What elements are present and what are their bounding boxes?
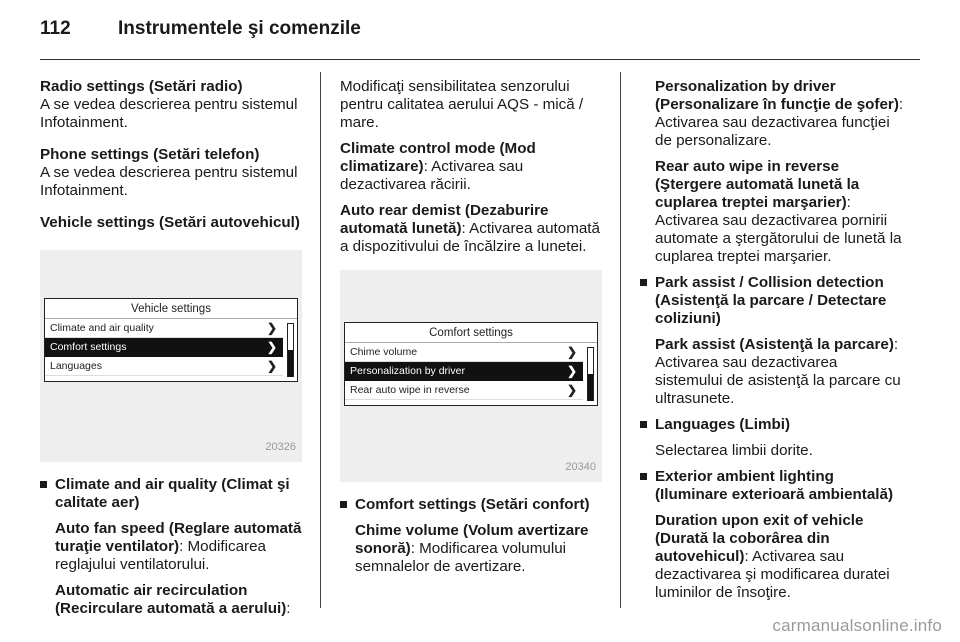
menu-item-comfort-selected: Comfort settings ❯ xyxy=(45,338,283,357)
bullet-square xyxy=(40,481,47,488)
page-header xyxy=(40,18,361,40)
vehicle-settings-figure xyxy=(40,250,302,462)
radio-settings-heading: Radio settings (Setări radio) xyxy=(40,78,243,95)
menu-item-rear-wipe: Rear auto wipe in reverse ❯ xyxy=(345,381,583,400)
scrollbar-thumb xyxy=(588,374,593,401)
fan-speed-label: Auto fan speed (Reglare automată turaţie ventilator) xyxy=(55,520,302,555)
rear-wipe-label: Rear auto wipe in reverse (Ştergere automată lunetă la cuplarea treptei marşarier) xyxy=(655,158,860,211)
column-3 xyxy=(640,78,908,602)
column-2 xyxy=(340,78,602,576)
park-assist-label: Park assist (Asistenţă la parcare) xyxy=(655,336,894,353)
personalization-label: Personalization by driver (Personalizare în funcţie de şofer) xyxy=(655,78,899,113)
figure-code: 20326 xyxy=(265,441,296,453)
vehicle-settings-heading: Vehicle settings (Setări autovehicul) xyxy=(40,214,300,231)
page-number: 112 xyxy=(40,18,71,39)
recirculation-label: Automatic air recirculation (Recirculare automată a aerului) xyxy=(55,582,287,617)
rear-wipe-text: : Activarea sau dezactivarea pornirii automate a ştergătorului de lunetă la cuplarea treptei marşarier. xyxy=(655,194,902,265)
chime-label: Chime volume (Volum avertizare sonoră) xyxy=(355,522,589,557)
comfort-heading: Comfort settings (Setări confort) xyxy=(355,496,590,513)
chime-text: : Modificarea volumului semnalelor de avertizare. xyxy=(355,540,567,575)
park-assist-bullet xyxy=(640,274,908,408)
phone-settings-text: A se vedea descrierea pentru sistemul Infotainment. xyxy=(40,164,298,199)
rear-demist-label: Auto rear demist (Dezaburire automată lunetă) xyxy=(340,202,549,237)
menu-item-personalization-selected: Personalization by driver ❯ xyxy=(345,362,583,381)
radio-settings-text: A se vedea descrierea pentru sistemul Infotainment. xyxy=(40,96,298,131)
climate-mode-text: : Activarea sau dezactivarea răcirii. xyxy=(340,158,524,193)
scrollbar xyxy=(587,347,594,401)
exterior-lighting-bullet xyxy=(640,468,908,602)
bullet-square xyxy=(640,473,647,480)
languages-bullet xyxy=(640,416,908,460)
park-assist-heading: Park assist / Collision detection (Asistenţă la parcare / Detectare coliziuni) xyxy=(655,274,887,327)
bullet-square xyxy=(340,501,347,508)
aqs-text: Modificaţi sensibilitatea senzorului pentru calitatea aerului AQS - mică / mare. xyxy=(340,78,584,131)
languages-heading: Languages (Limbi) xyxy=(655,416,791,433)
rear-demist-text: : Activarea automată a dispozitivului de încălzire a lunetei. xyxy=(340,220,600,255)
column-divider xyxy=(320,72,321,608)
phone-settings-heading: Phone settings (Setări telefon) xyxy=(40,146,260,163)
screen-title: Vehicle settings xyxy=(45,299,297,319)
climate-bullet xyxy=(40,476,302,618)
comfort-settings-figure xyxy=(340,270,602,482)
chevron-right-icon: ❯ xyxy=(266,321,277,335)
park-assist-text: : Activarea sau dezactivarea sistemului de asistenţă la parcare cu ultrasunete. xyxy=(655,336,901,407)
figure-code: 20340 xyxy=(565,461,596,473)
header-rule xyxy=(40,59,920,60)
languages-text: Selectarea limbii dorite. xyxy=(655,442,813,459)
column-divider xyxy=(620,72,621,608)
menu-item-climate: Climate and air quality ❯ xyxy=(45,319,283,338)
page-title: Instrumentele şi comenzile xyxy=(118,18,361,39)
menu-item-languages: Languages ❯ xyxy=(45,357,283,376)
chevron-right-icon: ❯ xyxy=(566,383,577,397)
vehicle-settings-screen xyxy=(44,298,298,382)
climate-heading: Climate and air quality (Climat şi calitate aer) xyxy=(55,476,290,511)
bullet-square xyxy=(640,279,647,286)
scrollbar-thumb xyxy=(288,350,293,377)
scrollbar xyxy=(287,323,294,377)
chevron-right-icon: ❯ xyxy=(566,345,577,359)
personalization-text: : Activarea sau dezactivarea funcţiei de personalizare. xyxy=(655,96,904,149)
climate-mode-label: Climate control mode (Mod climatizare) xyxy=(340,140,536,175)
duration-text: : Activarea sau dezactivarea şi modificarea duratei luminilor de însoţire. xyxy=(655,548,890,601)
menu-item-chime: Chime volume ❯ xyxy=(345,343,583,362)
chevron-right-icon: ❯ xyxy=(566,364,577,378)
watermark: carmanualsonline.info xyxy=(772,616,942,635)
duration-label: Duration upon exit of vehicle (Durată la coborârea din autovehicul) xyxy=(655,512,864,565)
chevron-right-icon: ❯ xyxy=(266,340,277,354)
screen-title: Comfort settings xyxy=(345,323,597,343)
comfort-settings-screen xyxy=(344,322,598,406)
chevron-right-icon: ❯ xyxy=(266,359,277,373)
fan-speed-text: : Modificarea reglajului ventilatorului. xyxy=(55,538,267,573)
exterior-lighting-heading: Exterior ambient lighting (Iluminare exterioară ambientală) xyxy=(655,468,894,503)
bullet-square xyxy=(640,421,647,428)
comfort-bullet xyxy=(340,496,602,576)
column-1 xyxy=(40,78,302,618)
recirculation-text: : xyxy=(286,600,291,617)
